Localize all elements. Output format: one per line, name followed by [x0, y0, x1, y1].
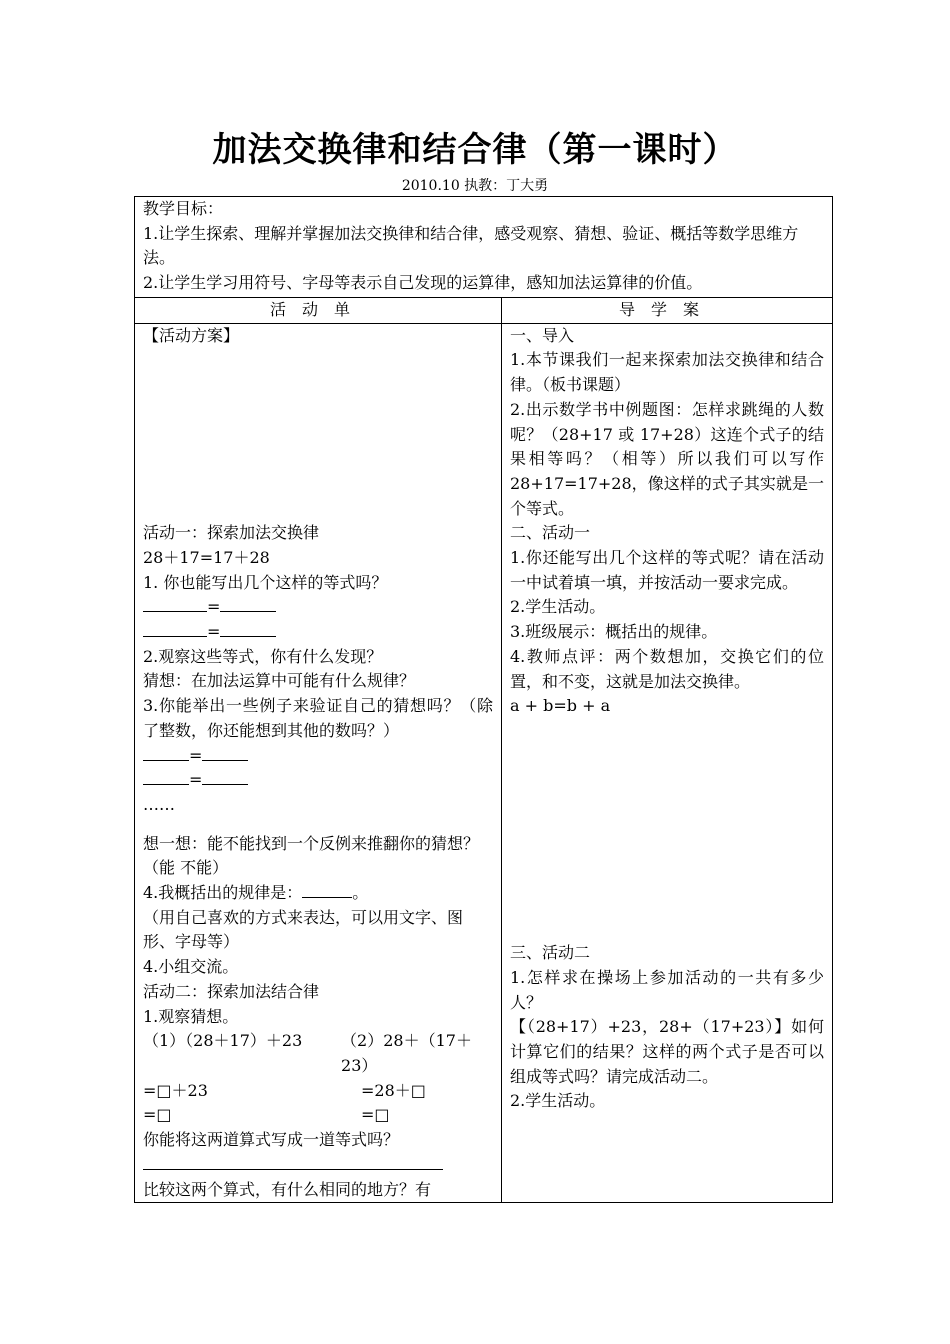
- header-guide-plan: 导学案: [502, 298, 833, 324]
- activity2-question3: 比较这两个算式，有什么相同的地方？有: [143, 1179, 432, 1199]
- activity1-question4: 4.我概括出的规律是： 。: [143, 883, 369, 903]
- think-prompt: 想一想：能不能找到一个反例来推翻你的猜想？（能 不能）: [143, 833, 480, 878]
- activity1-question4-note: （用自己喜欢的方式来表达，可以用文字、图形、字母等）: [143, 907, 464, 952]
- goals-cell: [135, 197, 833, 298]
- goal-item-1: 1.让学生探索、理解并掌握加法交换律和结合律，感受观察、猜想、验证、概括等数学思维方法。: [143, 223, 799, 268]
- section3-para2: 【（28+17）+23，28+（17+23）】如何计算它们的结果？这样的两个式子是否可以组成等式吗？请完成活动二。: [510, 1017, 824, 1086]
- activity2-title: 活动二：探索加法结合律: [143, 981, 320, 1001]
- document-subtitle: 2010.10 执教：丁大勇: [401, 178, 549, 194]
- fill-blank[interactable]: [302, 883, 352, 898]
- fill-blank[interactable]: [143, 622, 207, 637]
- activity1-question2: 2.观察这些等式，你有什么发现？: [143, 646, 383, 666]
- lesson-table: [134, 196, 833, 1203]
- fill-blank[interactable]: [143, 746, 189, 761]
- equation-blank-row: =: [143, 768, 493, 793]
- goals-heading: 教学目标：: [143, 199, 224, 218]
- fill-blank[interactable]: [143, 770, 189, 785]
- section3-para3: 2.学生活动。: [510, 1091, 606, 1111]
- equation-answer-line: [143, 1153, 493, 1178]
- activity2-question2: 你能将这两道算式写成一道等式吗？: [143, 1130, 400, 1150]
- fill-blank[interactable]: [202, 770, 248, 785]
- fill-blank[interactable]: [143, 597, 207, 612]
- section2-para2: 2.学生活动。: [510, 597, 606, 617]
- activity1-question5: 4.小组交流。: [143, 957, 239, 977]
- activity2-question1: 1.观察猜想。: [143, 1006, 239, 1026]
- ellipsis: ……: [143, 794, 175, 814]
- guide-column: [502, 323, 833, 1203]
- section2-title: 二、活动一: [510, 523, 591, 543]
- header-activity-sheet: 活动单: [135, 298, 502, 324]
- activity1-title: 活动一：探索加法交换律: [143, 523, 320, 543]
- goal-item-2: 2.让学生学习用符号、字母等表示自己发现的运算律，感知加法运算律的价值。: [143, 273, 703, 293]
- fill-blank[interactable]: [220, 597, 276, 612]
- fill-blank[interactable]: [220, 622, 276, 637]
- activity1-question3: 3.你能举出一些例子来验证自己的猜想吗？（除了整数，你还能想到其他的数吗？）: [143, 696, 493, 740]
- section2-para1: 1.你还能写出几个这样的等式呢？请在活动一中试着填一填，并按活动一要求完成。: [510, 548, 824, 592]
- section3-para1: 1.怎样求在操场上参加活动的一共有多少人？: [510, 967, 824, 1012]
- calc-row-3: =□ =□: [143, 1105, 390, 1125]
- section3-title: 三、活动二: [510, 943, 591, 963]
- equation-blank-row: =: [143, 744, 493, 769]
- activity1-question1: 1. 你也能写出几个这样的等式吗？: [143, 572, 388, 592]
- commutative-formula: a + b=b + a: [510, 696, 611, 716]
- section1-para1: 1.本节课我们一起来探索加法交换律和结合律。（板书课题）: [510, 350, 824, 395]
- equation-blank-row: =: [143, 620, 493, 645]
- section2-para4: 4.教师点评：两个数想加，交换它们的位置，和不变，这就是加法交换律。: [510, 646, 824, 691]
- activity1-guess: 猜想：在加法运算中可能有什么规律？: [143, 671, 416, 691]
- section2-para3: 3.班级展示：概括出的规律。: [510, 622, 718, 642]
- activity1-example: 28＋17=17＋28: [143, 547, 270, 567]
- plan-heading: 【活动方案】: [143, 325, 240, 345]
- document-title: 加法交换律和结合律（第一课时）: [212, 130, 738, 170]
- activity-column: [135, 323, 502, 1203]
- section1-para2: 2.出示数学书中例题图：怎样求跳绳的人数呢？（28+17 或 17+28）这连个式子的结果相等吗？（相等）所以我们可以写作 28+17=17+28，像这样的式子其实就是一个等式。: [510, 399, 824, 518]
- calc-row-2: =□＋23 =28＋□: [143, 1080, 426, 1100]
- equation-blank-row: =: [143, 595, 493, 620]
- calc-row-1: （1）（28＋17）＋23 （2）28＋（17＋23）: [143, 1031, 472, 1075]
- fill-blank[interactable]: [143, 1155, 443, 1170]
- fill-blank[interactable]: [202, 746, 248, 761]
- section1-title: 一、导入: [510, 325, 575, 345]
